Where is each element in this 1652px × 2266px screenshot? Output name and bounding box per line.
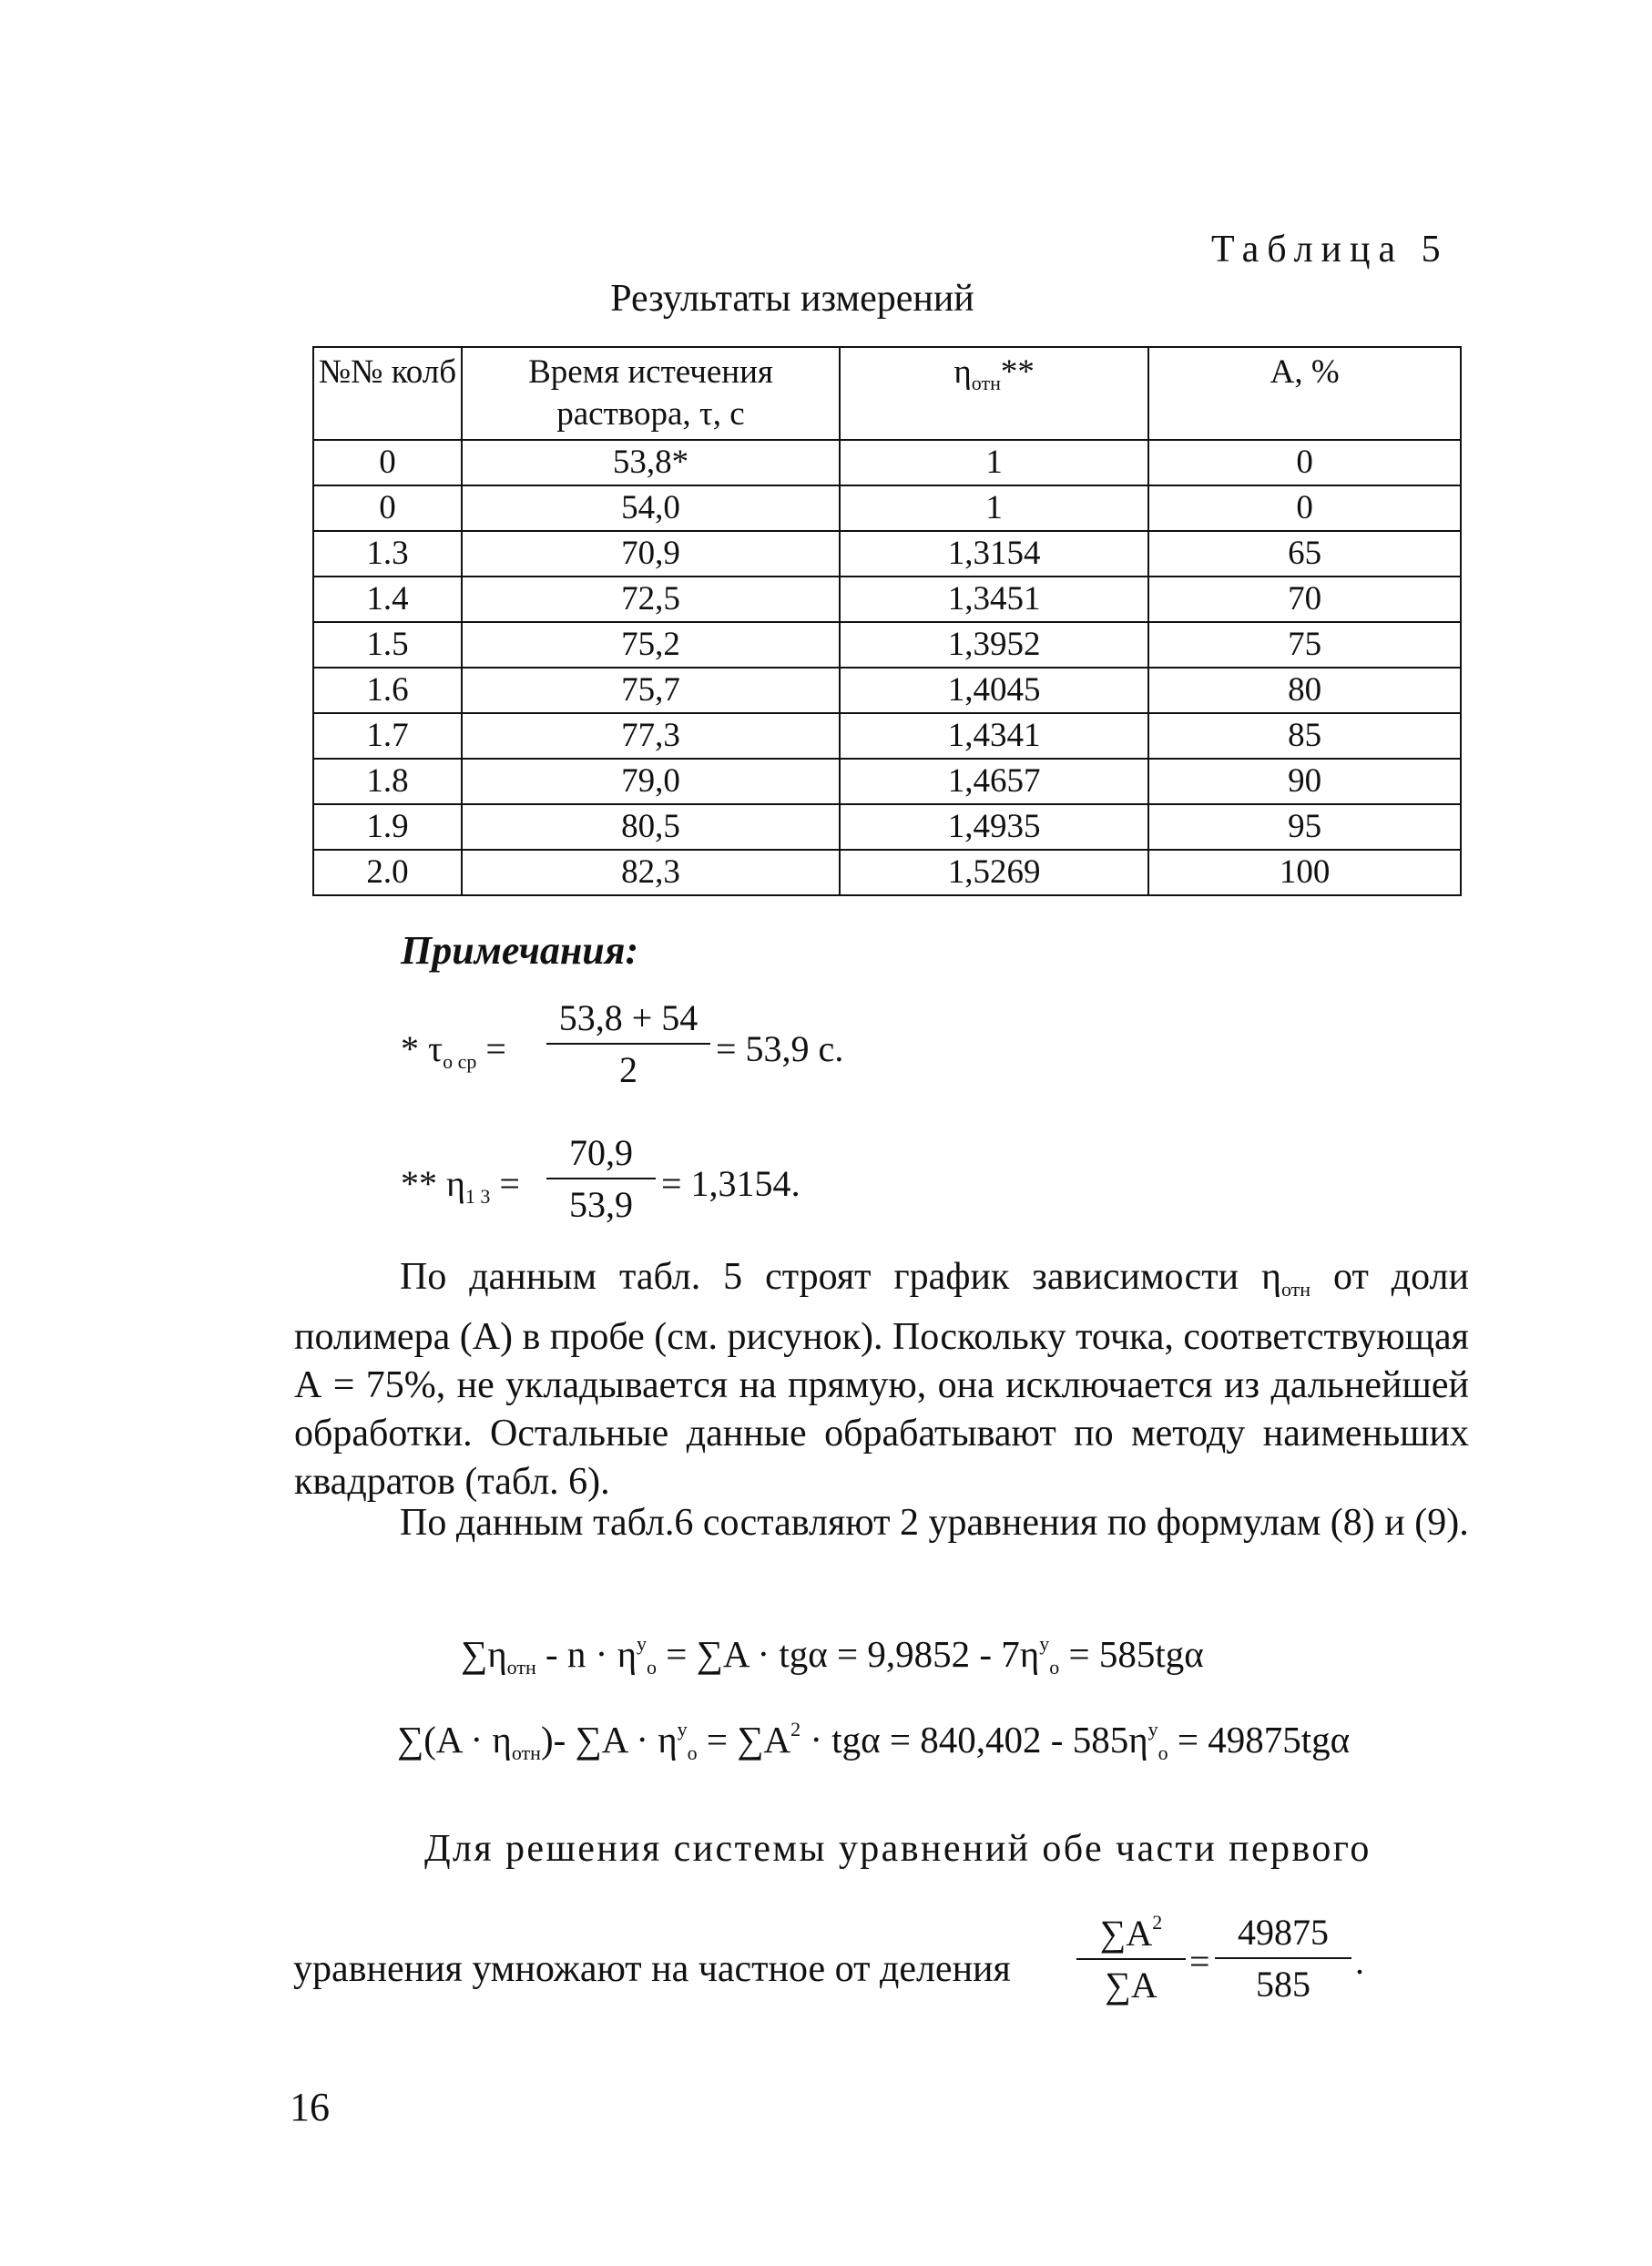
table-cell: 85 (1148, 713, 1461, 759)
table-cell: 1.4 (313, 577, 462, 622)
table-cell: 0 (1148, 440, 1461, 485)
table-row (313, 759, 1461, 804)
note2-result: = 1,3154. (661, 1163, 801, 1204)
table-label: Таблица 5 (1211, 229, 1449, 270)
table-row (313, 485, 1461, 531)
header-a-percent: А, % (1148, 347, 1461, 440)
table-cell: 75,2 (462, 622, 840, 668)
fraction-end: . (1355, 1941, 1364, 1982)
table-cell: 70,9 (462, 531, 840, 577)
table-row (313, 850, 1461, 895)
table-cell: 90 (1148, 759, 1461, 804)
note1-result: = 53,9 с. (716, 1028, 844, 1069)
table-cell: 0 (313, 485, 462, 531)
table-cell: 1.9 (313, 804, 462, 850)
table-cell: 1,4045 (840, 668, 1148, 713)
table-cell: 77,3 (462, 713, 840, 759)
header-eta: $\eta_{отн}**$ (840, 347, 1148, 440)
header-flask: №№ колб (313, 347, 462, 440)
table-cell: 1 (840, 440, 1148, 485)
table-cell: 65 (1148, 531, 1461, 577)
table-cell: 1.8 (313, 759, 462, 804)
table-title: Результаты измерений (610, 278, 974, 320)
table-row (313, 531, 1461, 577)
fraction-sum-a: $\frac{\sum A^2}{\sum A}$ (1076, 1911, 1186, 2006)
table-cell: 1.5 (313, 622, 462, 668)
table-cell: 1,5269 (840, 850, 1148, 895)
note2-fraction: $\frac{70,9}{53,9}$ (546, 1131, 656, 1226)
table-row (313, 440, 1461, 485)
table-cell: 0 (1148, 485, 1461, 531)
paragraph-3-line1: Для решения системы уравнений обе части первого (424, 1828, 1372, 1870)
table-cell: 0 (313, 440, 462, 485)
table-cell: 95 (1148, 804, 1461, 850)
table-cell: 80 (1148, 668, 1461, 713)
table-cell: 82,3 (462, 850, 840, 895)
table-row (313, 668, 1461, 713)
results-table (312, 346, 1462, 896)
fraction-49875-585: $\frac{49875}{585}$ (1215, 1911, 1351, 2006)
table-row (313, 622, 1461, 668)
table-cell: 100 (1148, 850, 1461, 895)
table-cell: 1,4341 (840, 713, 1148, 759)
note2-lhs: ** $\eta_{1 3}$ = (401, 1163, 520, 1208)
paragraph-2: По данным табл.6 составляют 2 уравнения по формулам (8) и (9). (400, 1502, 1469, 1544)
table-row (313, 577, 1461, 622)
equation-2: $\sum(A \cdot \eta_{отн})-$ $\sum A \cdot \eta^у_о = \sum A^2 \cdot tg\alpha = 840,402 - 585\eta^у_о = 49875tg\alpha$ (397, 1718, 1351, 1764)
note1-fraction: $\frac{53,8 + 54}{2}$ (546, 996, 710, 1091)
table-cell: 1.7 (313, 713, 462, 759)
table-cell: 54,0 (462, 485, 840, 531)
notes-title: Примечания: (401, 928, 639, 973)
table-cell: 2.0 (313, 850, 462, 895)
paragraph-1: По данным табл. 5 строят график зависимости $\eta_{отн}$ от доли полимера (А) в пробе (см. рисунок). Поскольку точка, соответствующая А = 75%, не укладывается на прямую, она исключается из дальнейшей обработки. Остальные данные обрабатывают по методу наименьших квадратов (табл. 6). (294, 1256, 1469, 1503)
table-header-row (313, 347, 1461, 440)
header-time: Время истечения раствора, τ, с (462, 347, 840, 440)
table-cell: 70 (1148, 577, 1461, 622)
note1-lhs: * $\tau_{о ср}$ = (401, 1028, 506, 1073)
table-cell: 80,5 (462, 804, 840, 850)
table-cell: 53,8* (462, 440, 840, 485)
paragraph-3-line2: уравнения умножают на частное от деления (293, 1948, 1011, 1990)
table-cell: 1.3 (313, 531, 462, 577)
table-cell: 72,5 (462, 577, 840, 622)
fraction-eq: = (1189, 1941, 1210, 1982)
page-number: 16 (290, 2085, 330, 2129)
table-row (313, 713, 1461, 759)
table-row (313, 804, 1461, 850)
table-cell: 1,4657 (840, 759, 1148, 804)
table-cell: 75 (1148, 622, 1461, 668)
table-body (313, 440, 1461, 895)
equation-1: $\sum\eta_{отн} - n \cdot \eta^у_о = \sum A \cdot tg\alpha = 9,9852 - 7\eta^у_о = 585tg\alpha$ (461, 1632, 1204, 1679)
table-cell: 75,7 (462, 668, 840, 713)
table-cell: 79,0 (462, 759, 840, 804)
table-cell: 1,3952 (840, 622, 1148, 668)
table-cell: 1.6 (313, 668, 462, 713)
table-cell: 1 (840, 485, 1148, 531)
table-cell: 1,3154 (840, 531, 1148, 577)
table-cell: 1,3451 (840, 577, 1148, 622)
table-cell: 1,4935 (840, 804, 1148, 850)
